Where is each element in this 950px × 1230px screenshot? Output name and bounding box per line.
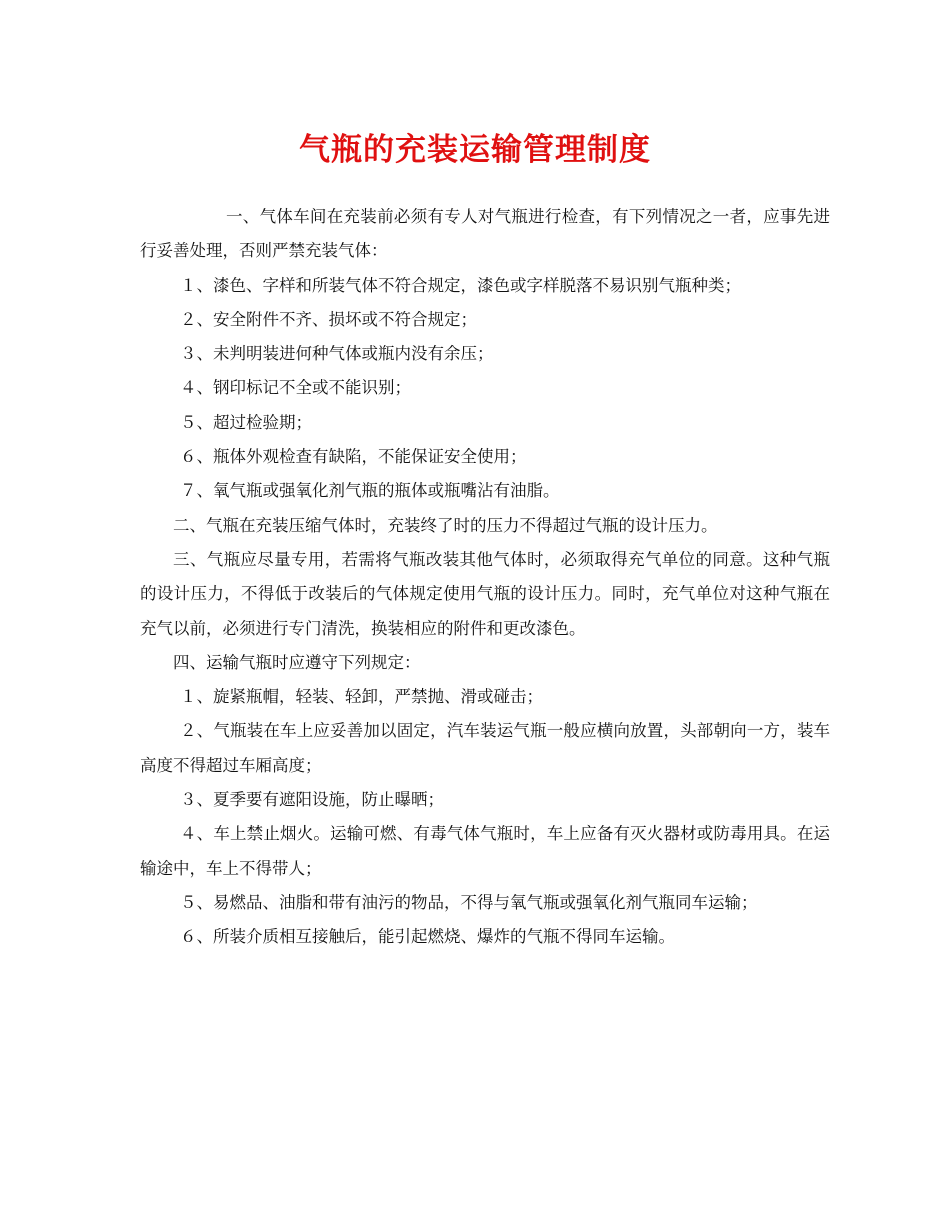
list-item: ３、夏季要有遮阳设施，防止曝晒；	[180, 790, 444, 810]
list-item: ４、钢印标记不全或不能识别；	[180, 378, 411, 398]
document-title: 气瓶的充装运输管理制度	[299, 132, 651, 168]
list-item: ７、氧气瓶或强氧化剂气瓶的瓶体或瓶嘴沾有油脂。	[180, 481, 560, 501]
list-item: ２、气瓶装在车上应妥善加以固定，汽车装运气瓶一般应横向放置，头部朝向一方，装车高度不得超过车厢高度；	[140, 721, 830, 775]
list-item: ３、未判明装进何种气体或瓶内没有余压；	[180, 344, 494, 364]
list-item: ４、车上禁止烟火。运输可燃、有毒气体气瓶时，车上应备有灭火器材或防毒用具。在运输途中，车上不得带人；	[140, 824, 830, 878]
list-item: ６、瓶体外观检查有缺陷，不能保证安全使用；	[180, 447, 527, 467]
paragraph-1: 一、气体车间在充装前必须有专人对气瓶进行检查，有下列情况之一者，应事先进行妥善处理，否则严禁充装气体：	[140, 207, 830, 261]
list-item: １、漆色、字样和所装气体不符合规定，漆色或字样脱落不易识别气瓶种类；	[180, 275, 741, 295]
document-body	[140, 200, 830, 955]
paragraph-2: 二、气瓶在充装压缩气体时，充装终了时的压力不得超过气瓶的设计压力。	[173, 515, 718, 535]
paragraph-4: 四、运输气瓶时应遵守下列规定：	[173, 652, 421, 672]
list-item: １、旋紧瓶帽，轻装、轻卸，严禁抛、滑或碰击；	[180, 687, 543, 707]
list-item: ５、易燃品、油脂和带有油污的物品，不得与氧气瓶或强氧化剂气瓶同车运输；	[180, 892, 758, 912]
list-item: ２、安全附件不齐、损坏或不符合规定；	[180, 309, 477, 329]
list-item: ６、所装介质相互接触后，能引起燃烧、爆炸的气瓶不得同车运输。	[180, 927, 675, 947]
list-item: ５、超过检验期；	[180, 412, 312, 432]
paragraph-3: 三、气瓶应尽量专用，若需将气瓶改装其他气体时，必须取得充气单位的同意。这种气瓶的设计压力，不得低于改装后的气体规定使用气瓶的设计压力。同时，充气单位对这种气瓶在充气以前，必须进行专门清洗，换装相应的附件和更改漆色。	[140, 549, 830, 638]
